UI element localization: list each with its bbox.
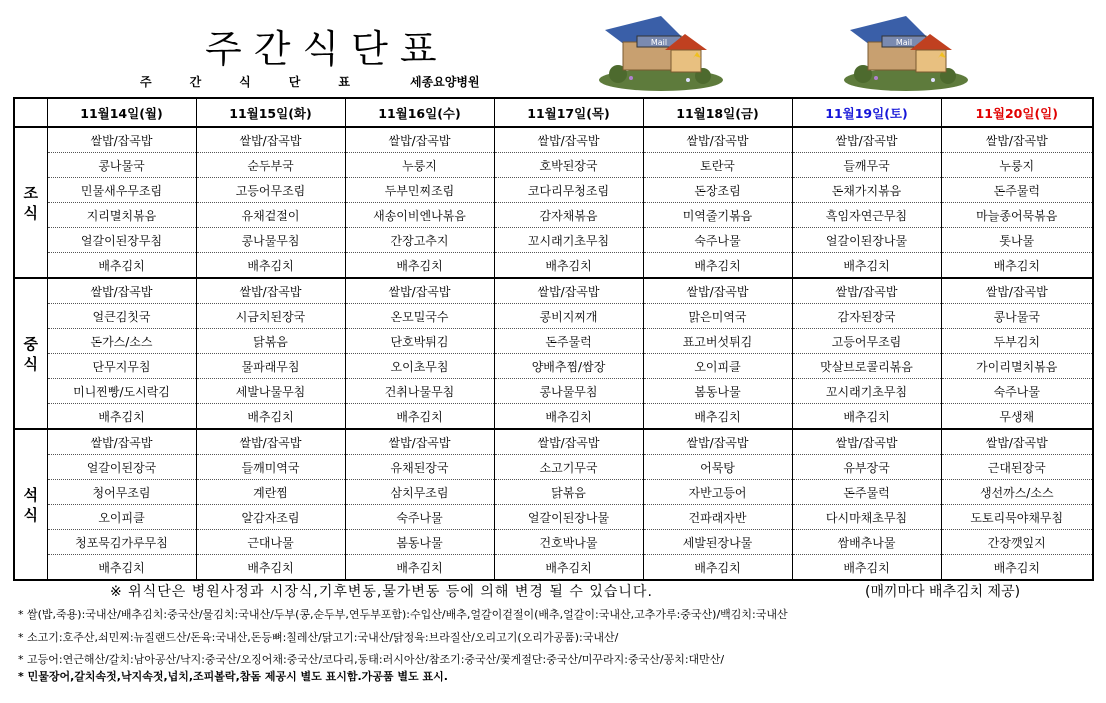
menu-cell: 콩나물무침 (494, 379, 643, 404)
menu-cell: 배추김치 (196, 555, 345, 581)
menu-cell: 쌀밥/잡곡밥 (196, 429, 345, 455)
table-row (14, 505, 1093, 530)
menu-cell: 순두부국 (196, 153, 345, 178)
menu-cell: 맑은미역국 (643, 304, 792, 329)
menu-cell: 배추김치 (643, 404, 792, 430)
menu-cell: 세발나물무침 (196, 379, 345, 404)
day-header: 11월16일(수) (345, 98, 494, 127)
menu-cell: 간장깻잎지 (941, 530, 1093, 555)
menu-cell: 미니찐빵/도시락김 (47, 379, 196, 404)
day-header-sunday: 11월20일(일) (941, 98, 1093, 127)
menu-cell: 콩비지찌개 (494, 304, 643, 329)
menu-cell: 무생채 (941, 404, 1093, 430)
menu-cell: 쌀밥/잡곡밥 (345, 127, 494, 153)
menu-cell: 양배추찜/쌈장 (494, 354, 643, 379)
menu-cell: 쌀밥/잡곡밥 (792, 127, 941, 153)
menu-cell: 배추김치 (196, 404, 345, 430)
menu-cell: 감자된장국 (792, 304, 941, 329)
svg-text:Mail: Mail (650, 38, 668, 47)
menu-cell: 누룽지 (941, 153, 1093, 178)
menu-cell: 돈장조림 (643, 178, 792, 203)
menu-cell: 배추김치 (941, 555, 1093, 581)
table-row (14, 127, 1093, 153)
menu-cell: 고등어무조림 (196, 178, 345, 203)
menu-cell: 배추김치 (47, 404, 196, 430)
menu-cell: 가이리멸치볶음 (941, 354, 1093, 379)
origin-note: * 고등어:연근해산/갈치:남아공산/낙지:중국산/오징어채:중국산/코다리,동태:러시아산/참조기:중국산/꽃게절단:중국산/미꾸라지:중국산/꽁치:대만산/ (18, 653, 725, 666)
table-row (14, 555, 1093, 581)
menu-cell: 다시마채초무침 (792, 505, 941, 530)
table-row (14, 354, 1093, 379)
table-row (14, 253, 1093, 279)
menu-cell: 온모밀국수 (345, 304, 494, 329)
table-row (14, 379, 1093, 404)
menu-cell: 쌀밥/잡곡밥 (196, 278, 345, 304)
menu-cell: 숙주나물 (941, 379, 1093, 404)
menu-cell: 배추김치 (792, 555, 941, 581)
menu-cell: 배추김치 (47, 253, 196, 279)
table-row (14, 278, 1093, 304)
menu-cell: 유채겉절이 (196, 203, 345, 228)
menu-cell: 배추김치 (345, 253, 494, 279)
menu-cell: 얼갈이된장국 (47, 455, 196, 480)
menu-cell: 시금치된장국 (196, 304, 345, 329)
menu-cell: 계란찜 (196, 480, 345, 505)
table-row (14, 329, 1093, 354)
menu-cell: 쌀밥/잡곡밥 (494, 278, 643, 304)
menu-cell: 닭볶음 (494, 480, 643, 505)
menu-cell: 간장고추지 (345, 228, 494, 253)
menu-cell: 봄동나물 (643, 379, 792, 404)
table-row (14, 429, 1093, 455)
hospital-name: 세종요양병원 (410, 75, 480, 89)
day-header: 11월15일(화) (196, 98, 345, 127)
menu-cell: 쌈배추나물 (792, 530, 941, 555)
menu-cell: 자반고등어 (643, 480, 792, 505)
table-row (14, 530, 1093, 555)
menu-cell: 얼큰김칫국 (47, 304, 196, 329)
menu-cell: 콩나물국 (941, 304, 1093, 329)
menu-cell: 배추김치 (941, 253, 1093, 279)
day-header: 11월17일(목) (494, 98, 643, 127)
mailbox-house-illustration-2 (838, 12, 973, 92)
table-row (14, 480, 1093, 505)
menu-cell: 오이초무침 (345, 354, 494, 379)
menu-cell: 건파래자반 (643, 505, 792, 530)
menu-cell: 흑임자연근무침 (792, 203, 941, 228)
menu-cell: 들깨미역국 (196, 455, 345, 480)
page-title: 주간식단표 (205, 27, 449, 71)
kimchi-notice: (매끼마다 배추김치 제공) (865, 584, 1021, 600)
menu-cell: 쌀밥/잡곡밥 (47, 278, 196, 304)
menu-cell: 숙주나물 (345, 505, 494, 530)
menu-change-notice: ※ 위식단은 병원사정과 시장식,기후변동,물가변동 등에 의해 변경 될 수 있습니다. (110, 584, 653, 600)
menu-cell: 오이피클 (643, 354, 792, 379)
menu-cell: 쌀밥/잡곡밥 (941, 429, 1093, 455)
menu-cell: 쌀밥/잡곡밥 (494, 429, 643, 455)
menu-cell: 토란국 (643, 153, 792, 178)
table-row (14, 304, 1093, 329)
menu-cell: 배추김치 (792, 404, 941, 430)
meal-label: 조 식 (14, 127, 47, 278)
menu-cell: 꼬시래기초무침 (494, 228, 643, 253)
menu-cell: 쌀밥/잡곡밥 (47, 127, 196, 153)
menu-cell: 물파래무침 (196, 354, 345, 379)
menu-cell: 미역줄기볶음 (643, 203, 792, 228)
menu-cell: 코다리무청조림 (494, 178, 643, 203)
day-header: 11월14일(월) (47, 98, 196, 127)
menu-cell: 돈주물럭 (494, 329, 643, 354)
weekly-menu-table (13, 97, 1094, 581)
table-row (14, 404, 1093, 430)
menu-cell: 근대된장국 (941, 455, 1093, 480)
menu-cell: 건취나물무침 (345, 379, 494, 404)
menu-cell: 고등어무조림 (792, 329, 941, 354)
menu-cell: 돈주물럭 (941, 178, 1093, 203)
page-subtitle: 주간식단표 (140, 75, 388, 89)
menu-cell: 단호박튀김 (345, 329, 494, 354)
menu-cell: 돈가스/소스 (47, 329, 196, 354)
menu-cell: 민물새우무조림 (47, 178, 196, 203)
menu-cell: 누룽지 (345, 153, 494, 178)
menu-cell: 마늘종어묵볶음 (941, 203, 1093, 228)
menu-cell: 지리멸치볶음 (47, 203, 196, 228)
menu-cell: 표고버섯튀김 (643, 329, 792, 354)
origin-note: * 소고기:호주산,쇠민찌:뉴질랜드산/돈육:국내산,돈등뼈:칠레산/닭고기:국내산/닭정육:브라질산/오리고기(오리가공품):국내산/ (18, 631, 619, 644)
meal-label: 석 식 (14, 429, 47, 580)
menu-cell: 배추김치 (196, 253, 345, 279)
menu-cell: 쌀밥/잡곡밥 (941, 127, 1093, 153)
menu-cell: 청어무조림 (47, 480, 196, 505)
menu-cell: 돈채가지볶음 (792, 178, 941, 203)
menu-cell: 콩나물국 (47, 153, 196, 178)
menu-cell: 배추김치 (47, 555, 196, 581)
menu-cell: 쌀밥/잡곡밥 (941, 278, 1093, 304)
menu-body (14, 127, 1093, 580)
menu-cell: 배추김치 (494, 404, 643, 430)
menu-cell: 두부김치 (941, 329, 1093, 354)
day-header: 11월18일(금) (643, 98, 792, 127)
menu-cell: 두부민찌조림 (345, 178, 494, 203)
menu-cell: 배추김치 (643, 253, 792, 279)
menu-cell: 새송이비엔나볶음 (345, 203, 494, 228)
table-row (14, 153, 1093, 178)
menu-cell: 쌀밥/잡곡밥 (643, 278, 792, 304)
svg-text:Mail: Mail (895, 38, 913, 47)
menu-cell: 쌀밥/잡곡밥 (643, 429, 792, 455)
menu-cell: 호박된장국 (494, 153, 643, 178)
menu-cell: 감자채볶음 (494, 203, 643, 228)
table-row (14, 228, 1093, 253)
menu-cell: 알감자조림 (196, 505, 345, 530)
menu-cell: 봄동나물 (345, 530, 494, 555)
menu-cell: 배추김치 (494, 253, 643, 279)
menu-cell: 도토리묵야채무침 (941, 505, 1093, 530)
menu-cell: 닭볶음 (196, 329, 345, 354)
menu-cell: 어묵탕 (643, 455, 792, 480)
menu-cell: 돈주물럭 (792, 480, 941, 505)
menu-cell: 꼬시래기초무침 (792, 379, 941, 404)
origin-note: * 쌀(밥,죽용):국내산/배추김치:중국산/물김치:국내산/두부(콩,순두부,연두부포함):수입산/배추,얼갈이겉절이(배추,얼갈이:국내산,고추가루:중국산)/백김치:국내산 (18, 608, 788, 621)
menu-cell: 쌀밥/잡곡밥 (494, 127, 643, 153)
origin-note: * 민물장어,갈치속젓,낙지속젓,넙치,조피볼락,참돔 제공시 별도 표시함.가공품 별도 표시. (18, 670, 448, 683)
menu-cell: 건호박나물 (494, 530, 643, 555)
menu-cell: 얼갈이된장나물 (494, 505, 643, 530)
menu-cell: 세발된장나물 (643, 530, 792, 555)
table-row (14, 178, 1093, 203)
menu-cell: 유채된장국 (345, 455, 494, 480)
day-header-row (14, 98, 1093, 127)
menu-cell: 쌀밥/잡곡밥 (47, 429, 196, 455)
menu-cell: 단무지무침 (47, 354, 196, 379)
menu-cell: 쌀밥/잡곡밥 (792, 278, 941, 304)
menu-cell: 쌀밥/잡곡밥 (196, 127, 345, 153)
menu-cell: 배추김치 (345, 404, 494, 430)
menu-cell: 쌀밥/잡곡밥 (345, 278, 494, 304)
menu-cell: 근대나물 (196, 530, 345, 555)
menu-cell: 소고기무국 (494, 455, 643, 480)
day-header-saturday: 11월19일(토) (792, 98, 941, 127)
menu-cell: 콩나물무침 (196, 228, 345, 253)
menu-cell: 배추김치 (345, 555, 494, 581)
menu-cell: 유부장국 (792, 455, 941, 480)
mailbox-house-illustration (593, 12, 728, 92)
menu-cell: 얼갈이된장나물 (792, 228, 941, 253)
menu-cell: 배추김치 (643, 555, 792, 581)
menu-cell: 오이피클 (47, 505, 196, 530)
menu-cell: 쌀밥/잡곡밥 (792, 429, 941, 455)
corner-cell (14, 98, 47, 127)
table-row (14, 203, 1093, 228)
menu-cell: 들깨무국 (792, 153, 941, 178)
menu-cell: 얼갈이된장무침 (47, 228, 196, 253)
menu-cell: 쌀밥/잡곡밥 (643, 127, 792, 153)
meal-label: 중 식 (14, 278, 47, 429)
menu-cell: 배추김치 (494, 555, 643, 581)
menu-cell: 톳나물 (941, 228, 1093, 253)
table-row (14, 455, 1093, 480)
menu-cell: 청포묵김가루무침 (47, 530, 196, 555)
menu-cell: 쌀밥/잡곡밥 (345, 429, 494, 455)
menu-cell: 숙주나물 (643, 228, 792, 253)
menu-cell: 삼치무조림 (345, 480, 494, 505)
menu-cell: 배추김치 (792, 253, 941, 279)
menu-cell: 생선까스/소스 (941, 480, 1093, 505)
menu-cell: 맛살브로콜리볶음 (792, 354, 941, 379)
